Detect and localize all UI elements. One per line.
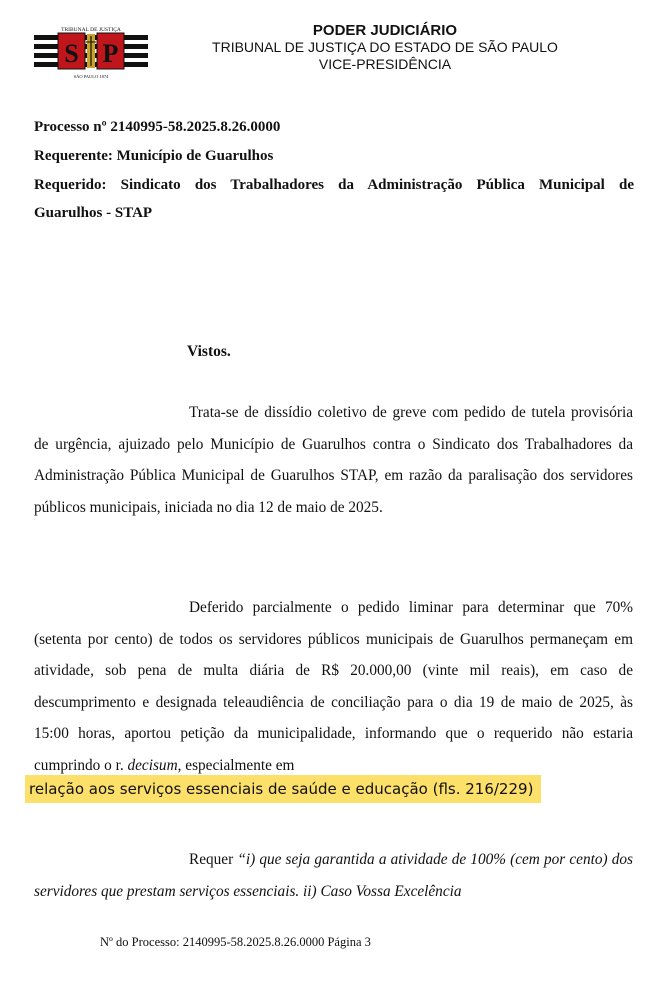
highlighted-text: relação aos serviços essenciais de saúde e educação (fls. 216/229) [25,775,541,803]
logo-top-text: TRIBUNAL DE JUSTIÇA [61,27,121,33]
logo-bottom-text: SÃO PAULO 1874 [73,74,109,79]
paragraph-3 [34,844,633,907]
tjsp-logo [34,22,148,82]
header-line-2: TRIBUNAL DE JUSTIÇA DO ESTADO DE SÃO PAULO [212,39,558,55]
paragraph-1-text: Trata-se de dissídio coletivo de greve com pedido de tutela provisória de urgência, ajuizado pelo Município de Guarulhos contra o Sindicato dos Trabalhadores da Administração Pública Municipal de Guarulhos STAP, em razão da paralisação dos servidores públicos municipais, iniciada no dia 12 de maio de 2025. [34,404,633,516]
tjsp-logo-graphic [34,22,148,82]
requerido-line-2: Guarulhos - STAP [34,205,153,221]
page-footer: Nº do Processo: 2140995-58.2025.8.26.0000 Página 3 [100,935,371,949]
vistos-heading: Vistos. [187,343,231,360]
process-number: Processo nº 2140995-58.2025.8.26.0000 [34,119,281,135]
logo-letter-s: S [64,39,79,68]
paragraph-3-text: Requer [189,851,238,868]
paragraph-3-italic: “i) que seja garantida a atividade de 100% (cem por cento) dos servidores que prestam serviços essenciais. ii) Caso Vossa Excelência [34,851,634,900]
paragraph-1 [34,397,633,523]
paragraph-2-end: , especialmente em [177,756,295,774]
requerido-line-1: Requerido: Sindicato dos Trabalhadores da Administração Pública Municipal de [34,177,634,193]
requerente: Requerente: Município de Guarulhos [34,148,274,164]
header-line-1: PODER JUDICIÁRIO [312,22,458,39]
logo-letter-p: P [102,39,119,68]
paragraph-2-italic: decisum [127,756,178,774]
document-header [180,22,590,73]
header-line-3: VICE-PRESIDÊNCIA [318,56,452,72]
paragraph-2 [34,592,633,781]
paragraph-2-text: Deferido parcialmente o pedido liminar para determinar que 70% (setenta por cento) de todos os servidores públicos municipais de Guarulhos permaneçam em atividade, sob pena de multa diária de R$ 20.000,00 (vinte mil reais), em caso de descumprimento e designada teleaudiência de conciliação para o dia 19 de maio de 2025, às 15:00 horas, aportou petição da municipalidade, informando que o requerido não estaria cumprindo o r. [34,599,633,774]
